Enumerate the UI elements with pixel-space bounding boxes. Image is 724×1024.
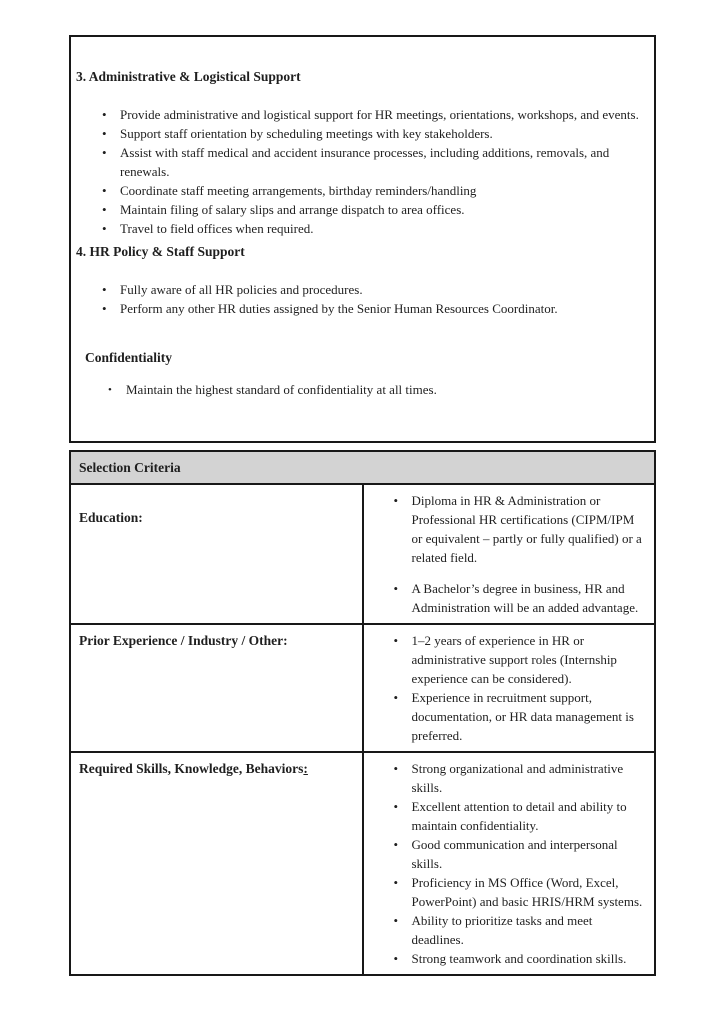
table-row-experience <box>70 624 655 752</box>
bullet-item: • Experience in recruitment support, documentation, or HR data management is preferred. <box>392 688 647 745</box>
table-header-row <box>70 451 655 484</box>
bullet-item: • Strong teamwork and coordination skills. <box>392 949 647 968</box>
bullet-item: • Diploma in HR & Administration or Professional HR certifications (CIPM/IPM or equivalent – partly or fully qualified) or a related field. <box>392 491 647 567</box>
bullet-item: • Maintain filing of salary slips and arrange dispatch to area offices. <box>100 200 646 219</box>
education-label: Education: <box>79 510 143 525</box>
job-duties-box <box>69 35 656 443</box>
hr-policy-bullet-list <box>100 280 646 318</box>
bullet-item: • Strong organizational and administrative skills. <box>392 759 647 797</box>
bullet-item: • Proficiency in MS Office (Word, Excel, PowerPoint) and basic HRIS/HRM systems. <box>392 873 647 911</box>
selection-criteria-header: Selection Criteria <box>70 451 655 484</box>
selection-criteria-table <box>69 450 656 976</box>
bullet-item: • Coordinate staff meeting arrangements, birthday reminders/handling <box>100 181 646 200</box>
bullet-item: • Good communication and interpersonal skills. <box>392 835 647 873</box>
bullet-item: • Travel to field offices when required. <box>100 219 646 238</box>
bullet-item: • Support staff orientation by scheduling meetings with key stakeholders. <box>100 124 646 143</box>
admin-logistical-bullet-list <box>100 105 646 238</box>
bullet-item: • Assist with staff medical and accident insurance processes, including additions, removals, and renewals. <box>100 143 646 181</box>
section-hr-policy <box>76 242 646 318</box>
skills-label: Required Skills, Knowledge, Behaviors: <box>79 761 308 776</box>
education-value-cell <box>363 484 656 624</box>
experience-label-cell <box>70 624 363 752</box>
section-heading-hr-policy: 4. HR Policy & Staff Support <box>76 244 245 259</box>
education-label-cell <box>70 484 363 624</box>
section-heading-confidentiality: Confidentiality <box>85 350 173 365</box>
section-heading-admin-logistical: 3. Administrative & Logistical Support <box>76 69 301 84</box>
bullet-item: • Fully aware of all HR policies and procedures. <box>100 280 646 299</box>
experience-value-cell <box>363 624 656 752</box>
skills-label-cell <box>70 752 363 975</box>
skills-value-cell <box>363 752 656 975</box>
bullet-item: • 1–2 years of experience in HR or administrative support roles (Internship experience can be considered). <box>392 631 647 688</box>
bullet-item: • Provide administrative and logistical support for HR meetings, orientations, workshops, and events. <box>100 105 646 124</box>
education-bullet-list <box>392 491 647 617</box>
underlined-colon: : <box>303 761 308 776</box>
skills-bullet-list <box>392 759 647 968</box>
bullet-item: • Excellent attention to detail and ability to maintain confidentiality. <box>392 797 647 835</box>
bullet-item: • Perform any other HR duties assigned by the Senior Human Resources Coordinator. <box>100 299 646 318</box>
table-row-education <box>70 484 655 624</box>
confidentiality-bullet-list <box>106 380 646 399</box>
bullet-item: • A Bachelor’s degree in business, HR and Administration will be an added advantage. <box>392 579 647 617</box>
experience-bullet-list <box>392 631 647 745</box>
section-admin-logistical <box>76 67 646 238</box>
experience-label: Prior Experience / Industry / Other: <box>79 633 288 648</box>
section-confidentiality <box>76 348 646 399</box>
bullet-item: • Ability to prioritize tasks and meet deadlines. <box>392 911 647 949</box>
table-row-skills <box>70 752 655 975</box>
bullet-item: • Maintain the highest standard of confidentiality at all times. <box>106 380 646 399</box>
